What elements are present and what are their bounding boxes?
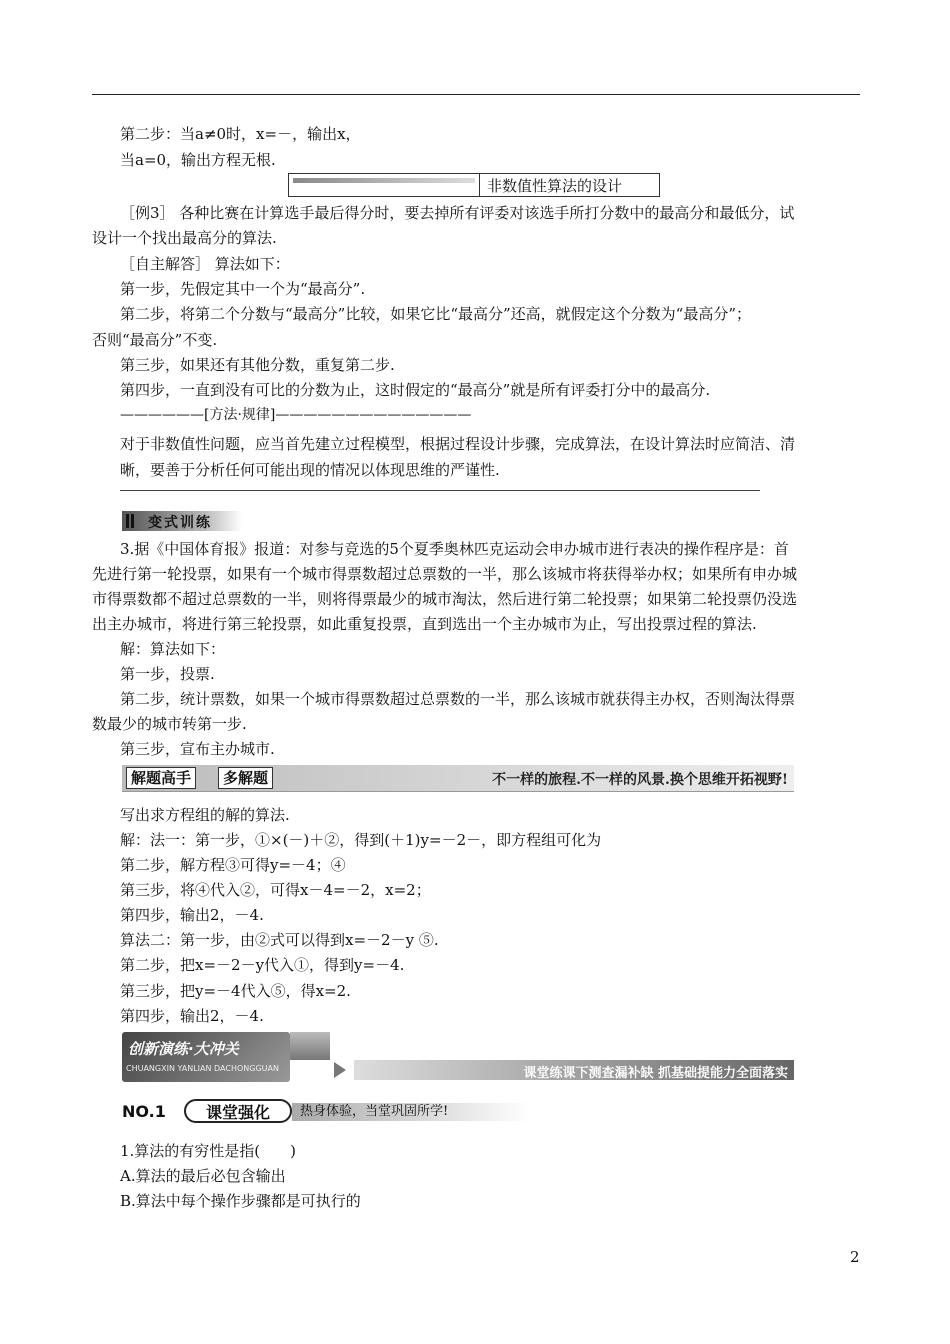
text-line: 第三步，将④代入②，可得x－4=－2，x=2； xyxy=(120,881,431,899)
text-line: 算法二：第一步，由②式可以得到x=－2－y ⑤. xyxy=(120,931,439,949)
variation-training-banner xyxy=(122,511,242,531)
divider xyxy=(120,490,760,491)
text-line: 第四步，输出2，－4. xyxy=(120,1007,264,1025)
multi-solution-banner xyxy=(122,765,794,792)
section-heading-decoration xyxy=(289,174,480,196)
header-rule xyxy=(92,94,860,95)
text-line: 当a=0，输出方程无根. xyxy=(120,151,276,169)
text-line: 设计一个找出最高分的算法. xyxy=(92,229,277,247)
text-line: 对于非数值性问题，应当首先建立过程模型，根据过程设计步骤，完成算法，在设计算法时应简洁、清 xyxy=(120,435,796,453)
play-arrow-icon xyxy=(334,1062,346,1078)
text-line: ［例3］ 各种比赛在计算选手最后得分时，要去掉所有评委对该选手所打分数中的最高分和最低分，试 xyxy=(120,204,795,222)
text-line: 第三步，宣布主办城市. xyxy=(120,740,275,758)
text-line: ［自主解答］ 算法如下： xyxy=(120,255,290,273)
text-line: 出主办城市，将进行第三轮投票，如此重复投票，直到选出一个主办城市为止，写出投票过程的算法. xyxy=(92,615,757,633)
banner-badge xyxy=(122,1032,290,1082)
text-line: 1.算法的有穷性是指( ) xyxy=(120,1142,297,1160)
text-line: 第二步，把x=－2－y代入①，得到y=－4. xyxy=(120,956,405,974)
text-line: 第一步，投票. xyxy=(120,665,215,683)
text-line: 否则“最高分”不变. xyxy=(92,331,218,349)
text-line: 第二步，解方程③可得y=－4；④ xyxy=(120,856,346,874)
text-line: 写出求方程组的解的算法. xyxy=(120,806,290,824)
banner-title: 创新演练·大冲关 xyxy=(128,1040,239,1058)
text-line: 第一步，先假定其中一个为“最高分”. xyxy=(120,280,366,298)
section-tagline: 热身体验，当堂巩固所学! xyxy=(292,1103,530,1121)
section-label: 课堂强化 xyxy=(184,1099,292,1123)
text-line: 数最少的城市转第一步. xyxy=(92,715,247,733)
section-number: NO.1 xyxy=(122,1102,166,1121)
method-rule-header: ——————[方法·规律]—————————————— xyxy=(120,407,472,423)
double-bar-icon xyxy=(126,514,134,528)
text-line: 解：算法如下： xyxy=(120,640,226,658)
text-line: 3.据《中国体育报》报道：对参与竞选的5个夏季奥林匹克运动会申办城市进行表决的操作程序是：首 xyxy=(120,540,789,558)
text-line: 解：法一：第一步，①×(－)＋②，得到(＋1)y=－2－，即方程组可化为 xyxy=(120,831,602,849)
classroom-reinforcement-header xyxy=(122,1099,522,1125)
banner-slogan: 课堂练课下测查漏补缺 抓基础提能力全面落实 xyxy=(523,1066,788,1081)
section-title: 非数值性算法的设计 xyxy=(487,177,623,195)
text-line: 第三步，如果还有其他分数，重复第二步. xyxy=(120,356,395,374)
page-number: 2 xyxy=(850,1248,860,1266)
section-heading-box xyxy=(288,173,660,197)
banner-label: 变式训练 xyxy=(148,515,212,531)
banner-pinyin: CHUANGXIN YANLIAN DACHONGGUAN xyxy=(126,1064,279,1073)
banner-label: 解题高手 xyxy=(126,767,196,789)
banner-label: 多解题 xyxy=(218,767,273,789)
innovation-practice-banner xyxy=(122,1032,794,1082)
text-line: 第三步，把y=－4代入⑤，得x=2. xyxy=(120,982,351,1000)
text-line: 第二步：当a≠0时，x=－，输出x， xyxy=(120,125,361,143)
text-line: 第四步，输出2，－4. xyxy=(120,906,264,924)
text-line: B.算法中每个操作步骤都是可执行的 xyxy=(120,1192,361,1210)
text-line: 第二步，将第二个分数与“最高分”比较，如果它比“最高分”还高，就假定这个分数为“最高分”； xyxy=(120,305,752,323)
text-line: A.算法的最后必包含输出 xyxy=(120,1167,286,1185)
text-line: 晰，要善于分析任何可能出现的情况以体现思维的严谨性. xyxy=(120,461,500,479)
banner-slogan: 不一样的旅程.不一样的风景.换个思维开拓视野! xyxy=(492,772,788,788)
text-line: 第四步，一直到没有可比的分数为止，这时假定的“最高分”就是所有评委打分中的最高分. xyxy=(120,381,711,399)
text-line: 市得票数都不超过总票数的一半，则将得票最少的城市淘汰，然后进行第二轮投票；如果第二轮投票仍没选 xyxy=(92,590,798,608)
runner-image xyxy=(290,1032,330,1060)
banner-stripe xyxy=(354,1060,794,1080)
text-line: 第二步，统计票数，如果一个城市得票数超过总票数的一半，那么该城市就获得主办权，否则淘汰得票 xyxy=(120,690,796,708)
text-line: 先进行第一轮投票，如果有一个城市得票数超过总票数的一半，那么该城市将获得举办权；如果所有申办城 xyxy=(92,565,798,583)
